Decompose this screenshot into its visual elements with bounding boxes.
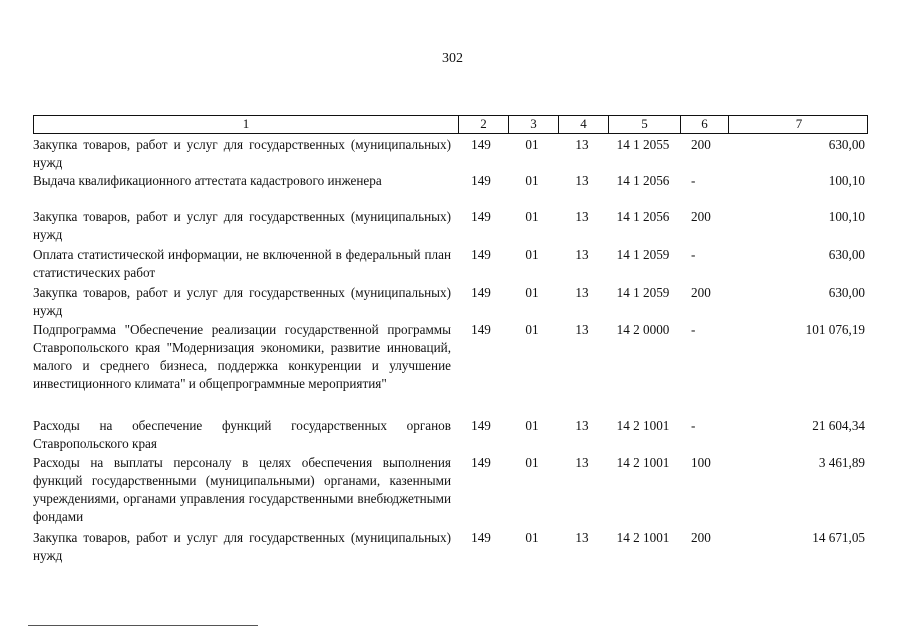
cell-amount: 630,00: [828, 137, 865, 152]
cell-amount: 3 461,89: [818, 455, 865, 470]
table-row: [33, 321, 868, 417]
cell-amount: 14 671,05: [812, 530, 865, 545]
cell-section: 01: [525, 418, 539, 433]
cell-expense-type: 200: [691, 137, 711, 152]
column-header: 3: [508, 116, 558, 133]
table-row: [33, 529, 868, 566]
cell-expense-type: 200: [691, 530, 711, 545]
cell-admin-code: 149: [471, 455, 491, 470]
column-header: 7: [728, 116, 869, 133]
table-row: [33, 284, 868, 321]
cell-target-article: 14 1 2056: [616, 173, 670, 188]
table-row: [33, 246, 868, 284]
table-row: [33, 417, 868, 454]
column-header: 5: [608, 116, 680, 133]
cell-expense-type: -: [691, 418, 696, 433]
table-row: [33, 172, 868, 208]
cell-admin-code: 149: [471, 418, 491, 433]
column-header: 6: [680, 116, 728, 133]
cell-expense-type: -: [691, 322, 696, 337]
cell-amount: 100,10: [828, 173, 865, 188]
cell-admin-code: 149: [471, 530, 491, 545]
cell-target-article: 14 2 1001: [616, 530, 670, 545]
row-name: Оплата статистической информации, не включенной в федеральный план статистических работ: [33, 247, 451, 280]
cell-admin-code: 149: [471, 209, 491, 224]
cell-target-article: 14 2 0000: [616, 322, 670, 337]
cell-section: 01: [525, 173, 539, 188]
cell-expense-type: -: [691, 247, 696, 262]
cell-section: 01: [525, 285, 539, 300]
cell-subsection: 13: [575, 137, 589, 152]
column-header: 4: [558, 116, 608, 133]
cell-section: 01: [525, 247, 539, 262]
cell-subsection: 13: [575, 285, 589, 300]
cell-admin-code: 149: [471, 285, 491, 300]
row-name: Закупка товаров, работ и услуг для государственных (муниципальных) нужд: [33, 209, 451, 242]
row-name: Подпрограмма "Обеспечение реализации государственной программы Ставропольского края "Модернизация экономики, развитие инноваций, малого и среднего бизнеса, поддержка конкуренции и улучшение инвестиционного климата" и общепрограммные мероприятия": [33, 322, 451, 391]
table-row: [33, 136, 868, 172]
cell-expense-type: 200: [691, 285, 711, 300]
cell-target-article: 14 1 2059: [616, 247, 670, 262]
cell-expense-type: 100: [691, 455, 711, 470]
footnote-divider: [28, 625, 258, 626]
row-name: Закупка товаров, работ и услуг для государственных (муниципальных) нужд: [33, 530, 451, 563]
cell-target-article: 14 1 2055: [616, 137, 670, 152]
cell-expense-type: 200: [691, 209, 711, 224]
cell-subsection: 13: [575, 173, 589, 188]
cell-admin-code: 149: [471, 137, 491, 152]
table-header: [33, 115, 868, 134]
cell-subsection: 13: [575, 455, 589, 470]
cell-amount: 630,00: [828, 285, 865, 300]
cell-subsection: 13: [575, 209, 589, 224]
cell-section: 01: [525, 455, 539, 470]
budget-table: [33, 115, 868, 566]
cell-amount: 21 604,34: [812, 418, 865, 433]
column-header: 2: [458, 116, 508, 133]
cell-section: 01: [525, 322, 539, 337]
cell-target-article: 14 2 1001: [616, 455, 670, 470]
cell-target-article: 14 1 2056: [616, 209, 670, 224]
cell-section: 01: [525, 137, 539, 152]
cell-admin-code: 149: [471, 322, 491, 337]
cell-admin-code: 149: [471, 173, 491, 188]
cell-admin-code: 149: [471, 247, 491, 262]
cell-amount: 101 076,19: [805, 322, 865, 337]
table-row: [33, 454, 868, 529]
cell-subsection: 13: [575, 530, 589, 545]
row-name: Закупка товаров, работ и услуг для государственных (муниципальных) нужд: [33, 285, 451, 318]
cell-section: 01: [525, 209, 539, 224]
row-name: Расходы на выплаты персоналу в целях обеспечения выполнения функций государственными (муниципальными) органами, казенными учреждениями, органами управления государственными внебюджетными фондами: [33, 455, 451, 524]
cell-expense-type: -: [691, 173, 696, 188]
cell-target-article: 14 1 2059: [616, 285, 670, 300]
row-name: Закупка товаров, работ и услуг для государственных (муниципальных) нужд: [33, 137, 451, 170]
cell-subsection: 13: [575, 247, 589, 262]
column-header: 1: [242, 116, 250, 131]
page-number: 302: [442, 51, 463, 66]
cell-amount: 630,00: [828, 247, 865, 262]
cell-target-article: 14 2 1001: [616, 418, 670, 433]
row-name: Выдача квалификационного аттестата кадастрового инженера: [33, 173, 382, 188]
cell-subsection: 13: [575, 418, 589, 433]
table-row: [33, 208, 868, 246]
cell-subsection: 13: [575, 322, 589, 337]
row-name: Расходы на обеспечение функций государственных органов Ставропольского края: [33, 418, 451, 451]
cell-amount: 100,10: [828, 209, 865, 224]
cell-section: 01: [525, 530, 539, 545]
